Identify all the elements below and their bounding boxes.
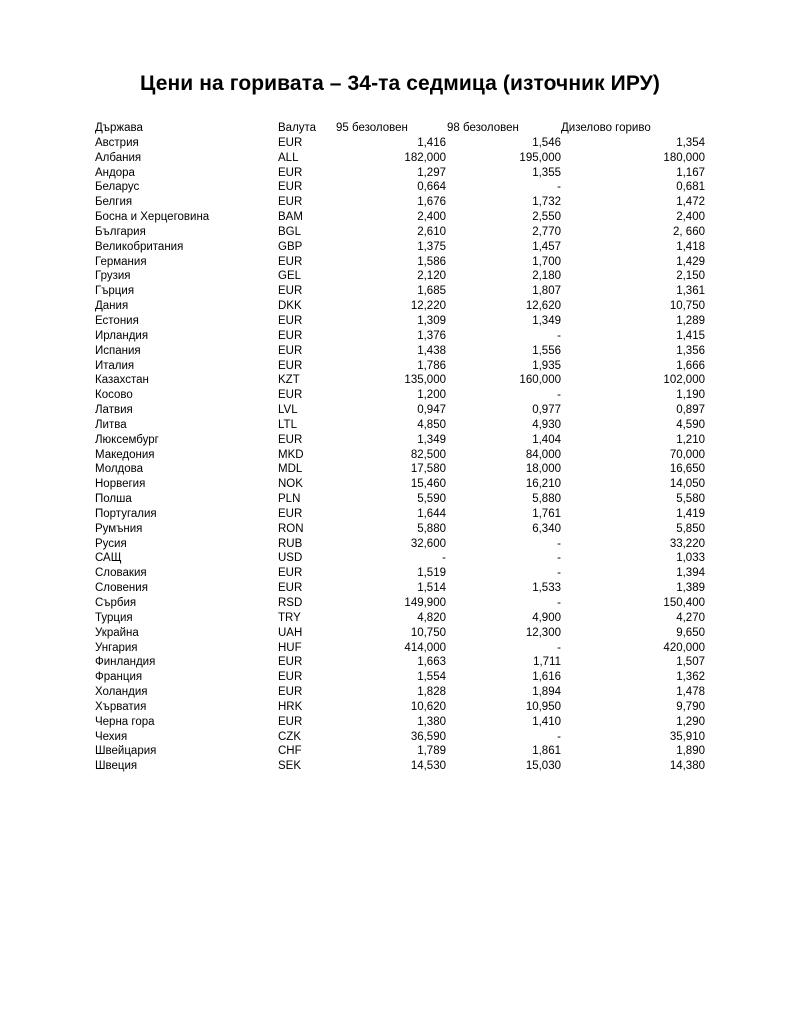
cell-unleaded-98: 1,457 [532, 240, 561, 253]
cell-currency: GEL [278, 270, 302, 283]
cell-diesel: 1,472 [676, 196, 705, 209]
cell-diesel: 1,418 [676, 240, 705, 253]
table-row [95, 730, 705, 745]
cell-unleaded-98: - [557, 181, 561, 194]
cell-unleaded-98: 1,404 [532, 433, 561, 446]
cell-diesel: 0,897 [676, 404, 705, 417]
cell-unleaded-98: 1,700 [532, 255, 561, 268]
cell-currency: EUR [278, 389, 303, 402]
cell-diesel: 4,590 [676, 418, 705, 431]
table-row [95, 641, 705, 656]
cell-unleaded-98: 1,732 [532, 196, 561, 209]
cell-diesel: 9,790 [676, 700, 705, 713]
cell-unleaded-95: 15,460 [410, 478, 446, 491]
table-row [95, 611, 705, 626]
cell-country: Португалия [95, 507, 157, 520]
cell-currency: EUR [278, 582, 303, 595]
table-row [95, 522, 705, 537]
cell-unleaded-95: 17,580 [410, 463, 446, 476]
cell-country: Босна и Херцеговина [95, 211, 210, 224]
cell-diesel: 1,478 [676, 686, 705, 699]
cell-unleaded-98: 1,410 [532, 715, 561, 728]
cell-unleaded-98: 84,000 [525, 448, 561, 461]
cell-unleaded-98: 1,761 [532, 507, 561, 520]
cell-country: Великобритания [95, 240, 184, 253]
cell-country: Полша [95, 493, 132, 506]
cell-country: Македония [95, 448, 155, 461]
cell-diesel: 1,394 [676, 567, 705, 580]
cell-country: Латвия [95, 404, 133, 417]
cell-diesel: 14,380 [669, 760, 705, 773]
cell-unleaded-98: 1,935 [532, 359, 561, 372]
cell-country: Хърватия [95, 700, 147, 713]
cell-diesel: 5,850 [676, 522, 705, 535]
cell-unleaded-98: 2,550 [532, 211, 561, 224]
table-row [95, 448, 705, 463]
cell-unleaded-95: 1,376 [417, 329, 446, 342]
cell-unleaded-95: 1,416 [417, 136, 446, 149]
cell-unleaded-95: 1,514 [417, 582, 446, 595]
cell-country: Ирландия [95, 329, 149, 342]
cell-unleaded-95: 2,610 [417, 225, 446, 238]
cell-country: Беларус [95, 181, 140, 194]
cell-diesel: 1,210 [676, 433, 705, 446]
cell-unleaded-98: 1,616 [532, 671, 561, 684]
cell-country: Грузия [95, 270, 131, 283]
cell-currency: UAH [278, 626, 303, 639]
cell-currency: SEK [278, 760, 302, 773]
cell-unleaded-95: 4,820 [417, 611, 446, 624]
cell-unleaded-98: - [557, 329, 561, 342]
cell-unleaded-98: - [557, 389, 561, 402]
cell-diesel: 16,650 [669, 463, 705, 476]
cell-country: Словакия [95, 567, 147, 580]
cell-currency: EUR [278, 359, 303, 372]
cell-currency: EUR [278, 567, 303, 580]
column-header-currency: Валута [278, 122, 317, 134]
header-row [95, 121, 705, 136]
cell-country: Албания [95, 151, 142, 164]
table-row [95, 403, 705, 418]
cell-currency: EUR [278, 507, 303, 520]
table-row [95, 388, 705, 403]
cell-unleaded-98: 1,349 [532, 314, 561, 327]
cell-currency: ALL [278, 151, 299, 164]
cell-unleaded-95: 1,297 [417, 166, 446, 179]
cell-currency: HRK [278, 700, 303, 713]
table-row [95, 670, 705, 685]
cell-diesel: 1,354 [676, 136, 705, 149]
cell-unleaded-98: - [557, 730, 561, 743]
cell-country: Франция [95, 671, 143, 684]
cell-country: Турция [95, 611, 133, 624]
cell-unleaded-95: 2,120 [417, 270, 446, 283]
cell-country: Литва [95, 418, 127, 431]
cell-currency: LVL [278, 404, 298, 417]
table-row [95, 551, 705, 566]
cell-currency: TRY [278, 611, 301, 624]
cell-unleaded-98: 1,533 [532, 582, 561, 595]
cell-currency: CZK [278, 730, 301, 743]
cell-currency: KZT [278, 374, 300, 387]
cell-currency: EUR [278, 255, 303, 268]
cell-diesel: 5,580 [676, 493, 705, 506]
cell-country: Холандия [95, 686, 148, 699]
cell-diesel: 1,890 [676, 745, 705, 758]
cell-unleaded-95: 182,000 [404, 151, 446, 164]
cell-currency: NOK [278, 478, 303, 491]
cell-currency: EUR [278, 136, 303, 149]
cell-diesel: 4,270 [676, 611, 705, 624]
cell-currency: CHF [278, 745, 302, 758]
cell-unleaded-95: 1,789 [417, 745, 446, 758]
cell-diesel: 0,681 [676, 181, 705, 194]
cell-unleaded-98: 1,807 [532, 285, 561, 298]
cell-diesel: 1,389 [676, 582, 705, 595]
cell-country: Чехия [95, 730, 128, 743]
cell-country: Норвегия [95, 478, 146, 491]
cell-unleaded-95: 1,380 [417, 715, 446, 728]
cell-currency: EUR [278, 433, 303, 446]
cell-unleaded-95: 1,554 [417, 671, 446, 684]
cell-unleaded-95: 1,685 [417, 285, 446, 298]
table-row [95, 284, 705, 299]
cell-unleaded-95: 4,850 [417, 418, 446, 431]
cell-diesel: 1,362 [676, 671, 705, 684]
cell-unleaded-98: 12,300 [525, 626, 561, 639]
table-row [95, 269, 705, 284]
table-row [95, 373, 705, 388]
cell-unleaded-98: 2,180 [532, 270, 561, 283]
table-row [95, 477, 705, 492]
cell-currency: EUR [278, 314, 303, 327]
cell-unleaded-95: 12,220 [410, 300, 446, 313]
cell-currency: LTL [278, 418, 297, 431]
cell-unleaded-98: 1,546 [532, 136, 561, 149]
cell-unleaded-98: - [557, 597, 561, 609]
cell-diesel: 1,356 [676, 344, 705, 357]
cell-country: Австрия [95, 136, 139, 149]
cell-currency: GBP [278, 240, 303, 253]
table-row [95, 581, 705, 596]
cell-unleaded-95: 1,663 [417, 656, 446, 669]
cell-diesel: 1,289 [676, 314, 705, 327]
cell-diesel: 1,429 [676, 255, 705, 268]
table-row [95, 537, 705, 552]
cell-country: Румъния [95, 522, 143, 535]
table-row [95, 344, 705, 359]
cell-unleaded-95: 1,644 [417, 507, 446, 520]
cell-unleaded-95: 1,200 [417, 389, 446, 402]
cell-country: Финландия [95, 656, 156, 669]
table-row [95, 151, 705, 166]
cell-diesel: 1,419 [676, 507, 705, 520]
cell-currency: EUR [278, 181, 303, 194]
cell-diesel: 1,666 [676, 359, 705, 372]
cell-currency: RUB [278, 537, 303, 550]
column-header-diesel: Дизелово гориво [561, 122, 651, 134]
cell-diesel: 1,167 [676, 166, 705, 179]
cell-country: Косово [95, 389, 133, 402]
cell-currency: MKD [278, 448, 304, 461]
table-row [95, 195, 705, 210]
cell-unleaded-95: 82,500 [410, 448, 446, 461]
cell-currency: PLN [278, 493, 301, 506]
table-row [95, 759, 705, 774]
cell-unleaded-98: 1,711 [533, 656, 561, 669]
table-row [95, 359, 705, 374]
cell-unleaded-95: 1,375 [417, 240, 446, 253]
table-row [95, 225, 705, 240]
cell-unleaded-95: 32,600 [410, 537, 446, 550]
cell-country: Сърбия [95, 597, 137, 609]
column-header-unleaded-98: 98 безоловен [447, 122, 519, 134]
table-row [95, 314, 705, 329]
cell-country: Гърция [95, 285, 135, 298]
cell-unleaded-95: 135,000 [404, 374, 446, 387]
cell-diesel: 102,000 [663, 374, 705, 387]
cell-currency: EUR [278, 196, 303, 209]
cell-country: Люксембург [95, 433, 159, 446]
cell-unleaded-95: 1,676 [417, 196, 446, 209]
cell-unleaded-95: 5,880 [417, 522, 446, 535]
cell-unleaded-95: 1,438 [417, 344, 446, 357]
table-row [95, 492, 705, 507]
cell-unleaded-98: 1,556 [532, 344, 561, 357]
cell-unleaded-95: 1,586 [417, 255, 446, 268]
cell-country: Естония [95, 314, 139, 327]
cell-country: Швеция [95, 760, 138, 773]
cell-diesel: 1,190 [676, 389, 705, 402]
cell-unleaded-95: 1,786 [417, 359, 446, 372]
cell-diesel: 2, 660 [673, 225, 705, 238]
table-row [95, 240, 705, 255]
cell-currency: BGL [278, 225, 302, 238]
cell-unleaded-98: 160,000 [519, 374, 561, 387]
cell-unleaded-98: 18,000 [525, 463, 561, 476]
table-row [95, 744, 705, 759]
table-row [95, 418, 705, 433]
cell-unleaded-98: 1,861 [532, 745, 561, 758]
table-row [95, 329, 705, 344]
cell-country: Германия [95, 255, 147, 268]
cell-unleaded-95: 10,620 [410, 700, 446, 713]
cell-unleaded-98: - [557, 641, 561, 654]
cell-currency: EUR [278, 671, 303, 684]
cell-unleaded-98: - [557, 567, 561, 580]
column-header-country: Държава [95, 122, 143, 134]
cell-country: Белгия [95, 196, 133, 209]
cell-unleaded-98: 12,620 [525, 300, 561, 313]
table-row [95, 566, 705, 581]
table-row [95, 700, 705, 715]
cell-unleaded-98: 1,894 [532, 686, 561, 699]
cell-currency: EUR [278, 686, 303, 699]
table-row [95, 136, 705, 151]
cell-country: Дания [95, 300, 129, 313]
column-header-unleaded-95: 95 безоловен [336, 122, 408, 134]
table-row [95, 433, 705, 448]
cell-country: Русия [95, 537, 127, 550]
cell-currency: HUF [278, 641, 302, 654]
cell-unleaded-95: 10,750 [410, 626, 446, 639]
cell-currency: DKK [278, 300, 302, 313]
cell-currency: RSD [278, 597, 303, 609]
cell-country: Испания [95, 344, 141, 357]
cell-unleaded-95: 1,519 [417, 567, 446, 580]
cell-diesel: 1,361 [676, 285, 705, 298]
cell-diesel: 35,910 [669, 730, 705, 743]
cell-unleaded-95: 0,664 [417, 181, 446, 194]
cell-unleaded-95: 14,530 [410, 760, 446, 773]
table-row [95, 462, 705, 477]
table-row [95, 596, 705, 611]
cell-diesel: 10,750 [669, 300, 705, 313]
cell-unleaded-98: 2,770 [532, 225, 561, 238]
cell-unleaded-95: 1,349 [417, 433, 446, 446]
fuel-price-table [95, 121, 705, 774]
cell-unleaded-98: - [557, 552, 561, 565]
cell-unleaded-98: 1,355 [532, 166, 561, 179]
cell-currency: EUR [278, 656, 303, 669]
cell-unleaded-98: - [557, 537, 561, 550]
cell-unleaded-95: 5,590 [417, 493, 446, 506]
cell-unleaded-98: 10,950 [525, 700, 561, 713]
cell-currency: EUR [278, 329, 303, 342]
cell-diesel: 2,400 [676, 211, 705, 224]
cell-diesel: 420,000 [663, 641, 705, 654]
cell-unleaded-95: 149,900 [404, 597, 446, 609]
cell-country: Молдова [95, 463, 144, 476]
cell-diesel: 2,150 [676, 270, 705, 283]
cell-diesel: 9,650 [676, 626, 705, 639]
cell-unleaded-98: 16,210 [525, 478, 561, 491]
cell-country: Унгария [95, 641, 138, 654]
table-row [95, 507, 705, 522]
page-title: Цени на горивата – 34-та седмица (източник ИРУ) [140, 72, 660, 95]
cell-diesel: 14,050 [669, 478, 705, 491]
cell-unleaded-95: 1,828 [417, 686, 446, 699]
table-row [95, 210, 705, 225]
cell-currency: EUR [278, 166, 303, 179]
table-row [95, 715, 705, 730]
cell-diesel: 33,220 [669, 537, 705, 550]
cell-unleaded-98: 5,880 [532, 493, 561, 506]
table-row [95, 685, 705, 700]
cell-unleaded-98: 6,340 [532, 522, 561, 535]
cell-country: Андора [95, 166, 135, 179]
cell-diesel: 1,290 [676, 715, 705, 728]
cell-unleaded-98: 195,000 [519, 151, 561, 164]
cell-country: Черна гора [95, 715, 155, 728]
cell-unleaded-95: 414,000 [404, 641, 446, 654]
table-row [95, 299, 705, 314]
table-row [95, 255, 705, 270]
cell-currency: EUR [278, 715, 303, 728]
table-row [95, 626, 705, 641]
cell-unleaded-95: - [442, 552, 446, 565]
cell-currency: EUR [278, 285, 303, 298]
table-row [95, 166, 705, 181]
cell-diesel: 1,033 [676, 552, 705, 565]
cell-country: България [95, 225, 146, 238]
cell-currency: USD [278, 552, 303, 565]
cell-unleaded-98: 4,900 [532, 611, 561, 624]
cell-unleaded-98: 4,930 [532, 418, 561, 431]
cell-country: Словения [95, 582, 148, 595]
cell-country: Казахстан [95, 374, 149, 387]
table-body [95, 136, 705, 774]
cell-unleaded-95: 0,947 [417, 404, 446, 417]
cell-diesel: 180,000 [663, 151, 705, 164]
table-row [95, 180, 705, 195]
cell-currency: EUR [278, 344, 303, 357]
cell-unleaded-95: 1,309 [417, 314, 446, 327]
cell-country: Украйна [95, 626, 139, 639]
cell-country: Италия [95, 359, 135, 372]
cell-diesel: 1,415 [676, 329, 705, 342]
table-header [95, 121, 705, 136]
cell-currency: BAM [278, 211, 303, 224]
cell-country: Швейцария [95, 745, 157, 758]
cell-diesel: 1,507 [676, 656, 705, 669]
cell-country: САЩ [95, 552, 122, 565]
cell-unleaded-95: 2,400 [417, 211, 446, 224]
cell-unleaded-98: 15,030 [525, 760, 561, 773]
cell-diesel: 150,400 [663, 597, 705, 609]
cell-currency: RON [278, 522, 304, 535]
cell-unleaded-98: 0,977 [532, 404, 561, 417]
cell-unleaded-95: 36,590 [410, 730, 446, 743]
cell-diesel: 70,000 [669, 448, 705, 461]
table-row [95, 655, 705, 670]
cell-currency: MDL [278, 463, 303, 476]
